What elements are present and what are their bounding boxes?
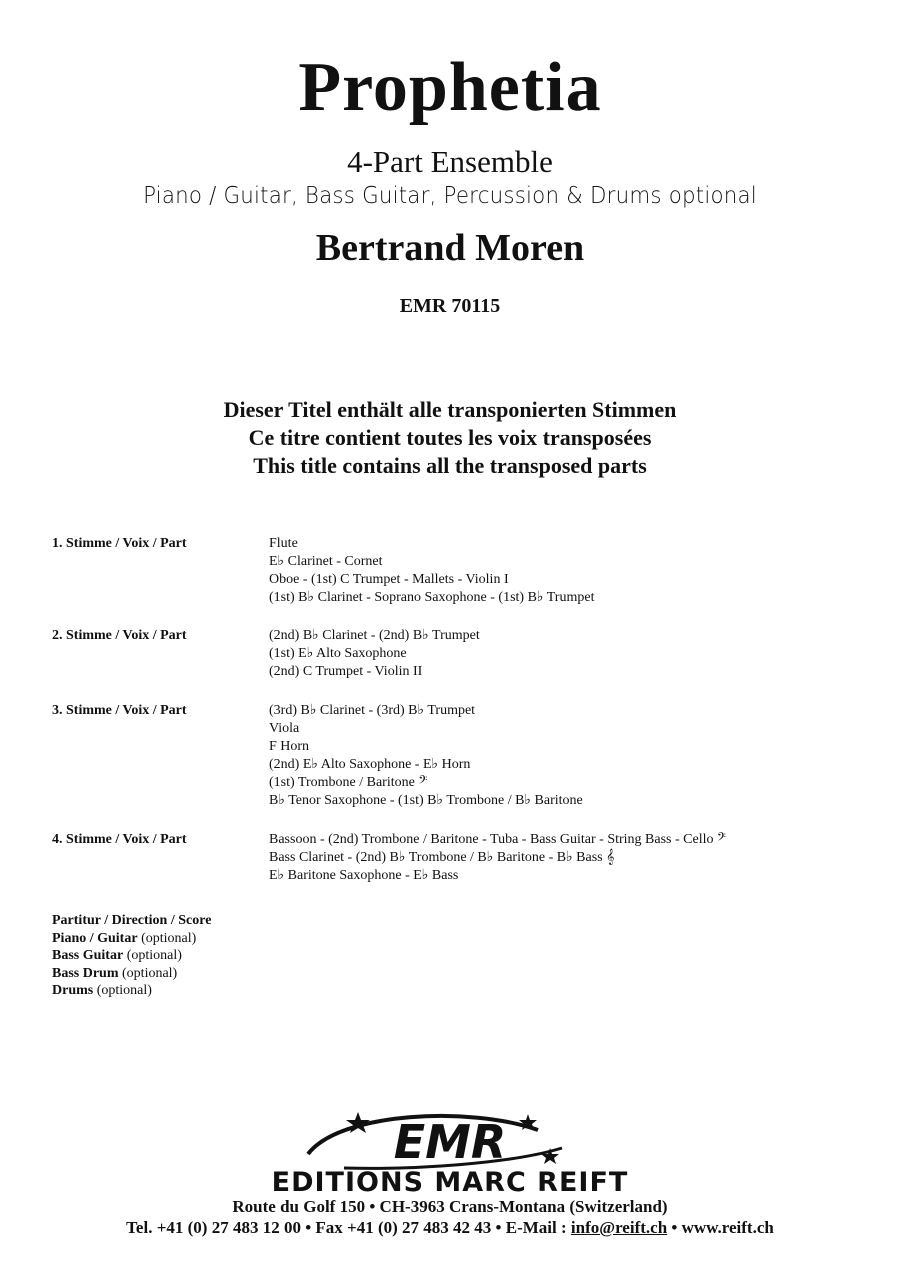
part-2-instrument-list [269,627,480,681]
score-label: Partitur / Direction / Score [52,913,212,928]
notice-german: Dieser Titel enthält alle transponierten Stimmen [223,397,677,422]
extras-list [52,912,211,1000]
ensemble-subtitle: 4-Part Ensemble [347,144,553,179]
instrument-line: (3rd) B♭ Clarinet - (3rd) B♭ Trumpet [269,703,476,718]
instrument-line: E♭ Baritone Saxophone - E♭ Bass [269,868,459,883]
instrument-line: (1st) B♭ Clarinet - Soprano Saxophone - (1st) B♭ Trumpet [269,590,595,605]
optional-note: (optional) [122,965,178,981]
optional-note: (optional) [141,930,197,946]
part-4-label: 4. Stimme / Voix / Part [52,832,187,847]
instrument-line: E♭ Clarinet - Cornet [269,554,383,569]
bass-drum-item [52,965,211,983]
publisher-address: Route du Golf 150 • CH-3963 Crans-Montana (Switzerland) [232,1197,668,1216]
score-item [52,912,211,930]
part-3-label: 3. Stimme / Voix / Part [52,703,187,718]
instrument-line: Viola [269,721,300,736]
instrument-line: Oboe - (1st) C Trumpet - Mallets - Violin I [269,572,509,587]
part-1-label: 1. Stimme / Voix / Part [52,536,187,551]
instrumentation-line: Piano / Guitar, Bass Guitar, Percussion & Drums optional [143,183,757,209]
instrument-line: (2nd) B♭ Clarinet - (2nd) B♭ Trumpet [269,628,480,643]
part-2-label: 2. Stimme / Voix / Part [52,628,187,643]
instrument-line: Bassoon - (2nd) Trombone / Baritone - Tuba - Bass Guitar - String Bass - Cello 𝄢 [269,832,726,847]
instrument-line: (2nd) E♭ Alto Saxophone - E♭ Horn [269,757,471,772]
part-1-instrument-list [269,535,594,607]
notice-french: Ce titre contient toutes les voix transposées [248,425,652,450]
bass-guitar-label: Bass Guitar [52,948,124,963]
instrument-line: Flute [269,536,298,551]
drums-item [52,982,211,1000]
publisher-name: EDITIONS MARC REIFT [271,1167,629,1198]
optional-note: (optional) [126,948,182,963]
part-4-instrument-list [269,831,726,885]
part-3-instrument-list [269,702,583,810]
contact-prefix: Tel. +41 (0) 27 483 12 00 • Fax +41 (0) 27 483 42 43 • E-Mail : [126,1218,571,1237]
bass-guitar-item [52,947,211,965]
email-link[interactable]: info@reift.ch [570,1218,668,1237]
contact-suffix: • www.reift.ch [667,1218,774,1237]
emr-logo [300,1106,600,1172]
page-title: Prophetia [298,49,602,126]
instrument-line: F Horn [269,739,310,754]
logo-text: EMR [393,1115,507,1169]
optional-note: (optional) [96,983,152,998]
instrument-line: B♭ Tenor Saxophone - (1st) B♭ Trombone / B♭ Baritone [269,793,583,808]
piano-guitar-item [52,930,211,948]
instrument-line: (2nd) C Trumpet - Violin II [269,664,423,679]
piano-guitar-label: Piano / Guitar [52,930,138,946]
instrument-line: (1st) Trombone / Baritone 𝄢 [269,775,428,790]
drums-label: Drums [52,983,94,998]
catalog-number: EMR 70115 [399,295,501,317]
instrument-line: (1st) E♭ Alto Saxophone [269,646,407,661]
instrument-line: Bass Clarinet - (2nd) B♭ Trombone / B♭ Baritone - B♭ Bass 𝄞 [269,850,615,865]
bass-drum-label: Bass Drum [52,965,119,981]
composer-name: Bertrand Moren [315,227,585,269]
notice-english: This title contains all the transposed parts [253,453,647,478]
publisher-contact [0,1217,900,1239]
